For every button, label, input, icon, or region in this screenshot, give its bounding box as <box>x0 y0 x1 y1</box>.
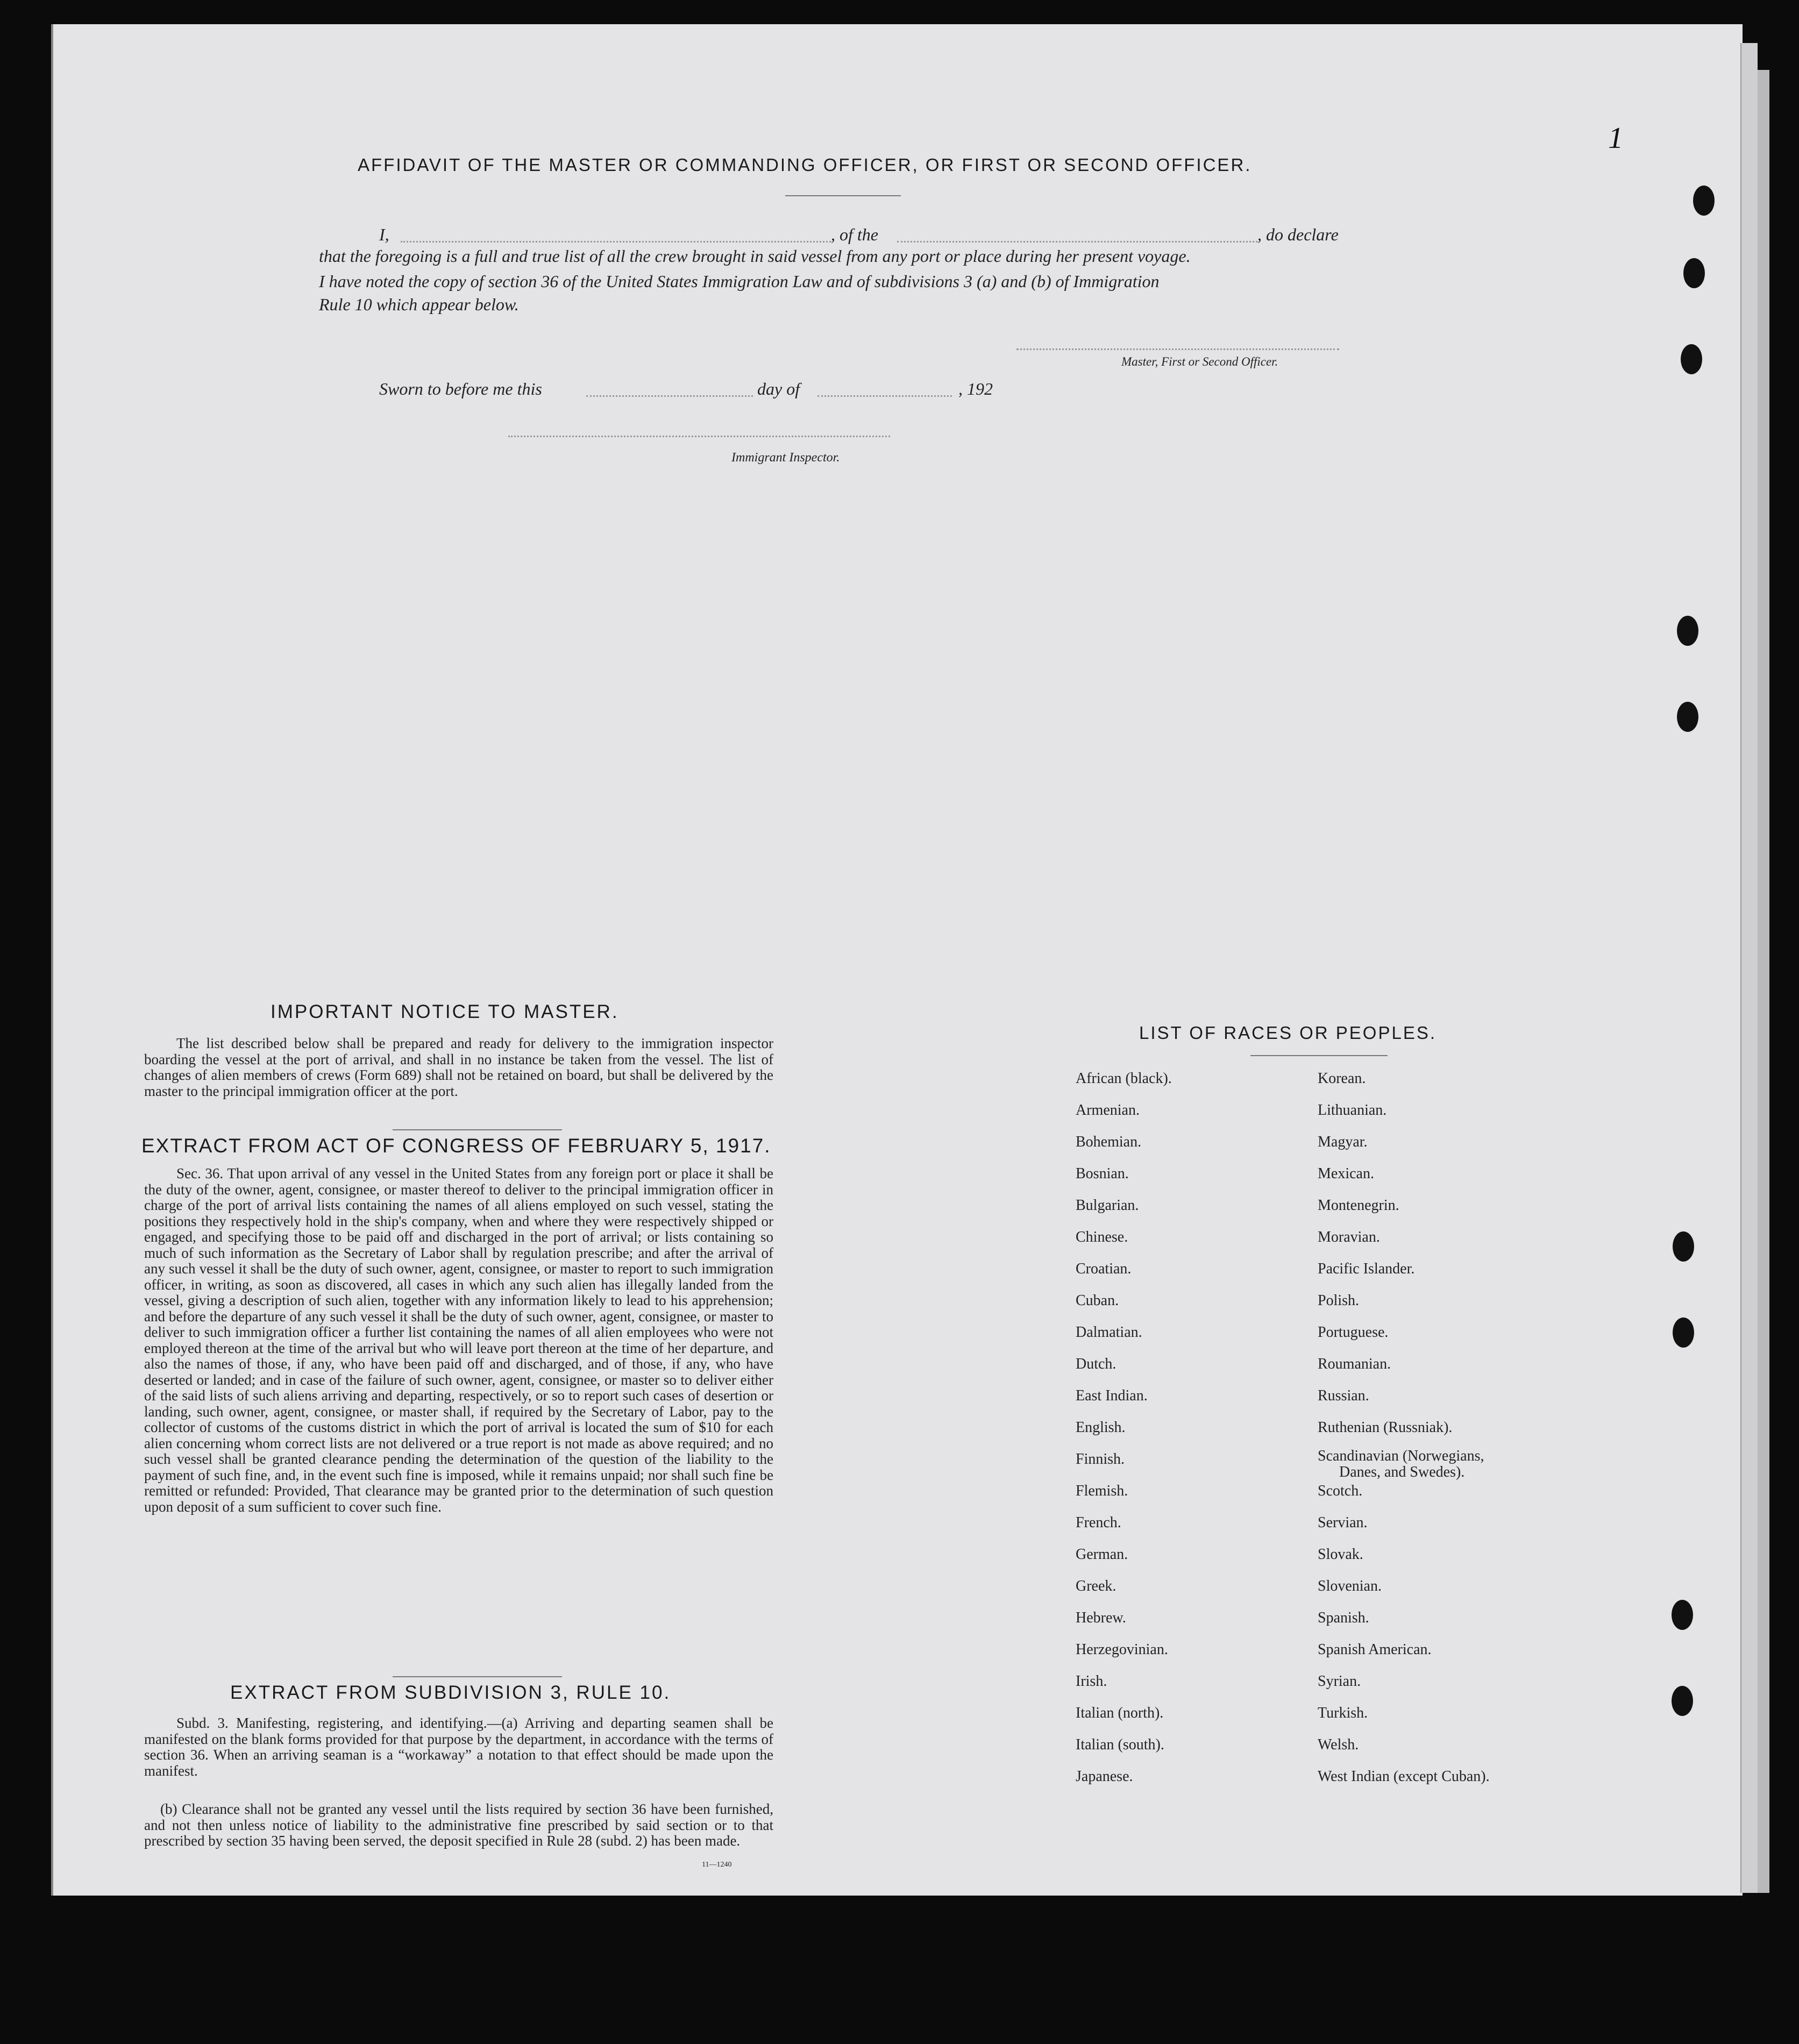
punch-hole <box>1693 186 1715 216</box>
sworn-text: Sworn to before me this <box>379 379 542 398</box>
rule-extract-title: EXTRACT FROM SUBDIVISION 3, RULE 10. <box>230 1682 671 1703</box>
act-extract-body: Sec. 36. That upon arrival of any vessel in the United States from any foreign port or place it shall be the duty of the owner, agent, consignee, or master thereof to deliver to the principal immigration officer in charge of the port of arrival lists containing the names of all aliens employed on such vessel, stating the positions they respectively hold in the ship's company, when and where they were respectively shipped or engaged, and specifying those to be paid off and discharged in the port of arrival; or lists containing so much of such information as the Secretary of Labor shall by regulation prescribe; and after the arrival of any such vessel it shall be the duty of such owner, agent, consignee, or master to report to such immigration officer, in writing, as soon as discovered, all cases in which any such alien has illegally landed from the vessel, giving a description of such alien, together with any information likely to lead to his apprehension; and before the departure of any such vessel it shall be the duty of such owner, agent, consignee, or master to deliver to such immigration officer a further list containing the names of all alien employees who were not employed thereon at the time of the arrival but who will leave port thereon at the time of her departure, and also the names of those, if any, who have been paid off and discharged, and of those, if any, who have deserted or landed; and in case of the failure of such owner, agent, consignee, or master so to deliver either of the said lists of such aliens arriving and departing, respectively, or so to report such cases of desertion or landing, such owner, agent, consignee, or master shall, if required by the Secretary of Labor, pay to the collector of customs of the customs district in which the port of arrival is located the sum of $10 for each alien concerning whom correct lists are not delivered or a true report is not made as above required; and no such vessel shall be granted clearance pending the determination of the question of the liability to the payment of such fine, and, in the event such fine is imposed, while it remains unpaid; nor shall such fine be remitted or refunded: Provided, That clearance may be granted prior to the determination of such question upon deposit of a sum sufficient to cover such fine. <box>144 1165 773 1515</box>
day-of-text: day of <box>757 379 800 398</box>
affidavit-line-rule-10: Rule 10 which appear below. <box>319 295 519 314</box>
punch-hole <box>1677 702 1698 732</box>
year-text: , 192 <box>958 379 993 398</box>
form-number: 11—1240 <box>702 1861 732 1869</box>
race-item: Irish. <box>1076 1673 1107 1690</box>
race-item: Lithuanian. <box>1318 1102 1387 1119</box>
race-item: Turkish. <box>1318 1705 1368 1721</box>
race-item: Slovenian. <box>1318 1578 1382 1594</box>
rule-extract-para-a: Subd. 3. Manifesting, registering, and identifying.—(a) Arriving and departing seamen shall be manifested on the blank forms provided for that purpose by the department, in accordance with the terms of section 36. When an arriving seaman is a “workaway” a notation to that effect should be made upon the manifest. <box>144 1715 773 1779</box>
punch-hole <box>1672 1600 1693 1630</box>
race-item: Ruthenian (Russniak). <box>1318 1419 1453 1436</box>
affidavit-line-declare: , do declare <box>1257 225 1339 244</box>
race-item: Spanish American. <box>1318 1641 1432 1658</box>
race-item: Dutch. <box>1076 1356 1117 1372</box>
page-number-mark: 1 <box>1608 122 1623 155</box>
race-item: Spanish. <box>1318 1609 1369 1626</box>
sworn-day-blank <box>586 395 753 397</box>
race-item: French. <box>1076 1514 1121 1531</box>
race-item: Portuguese. <box>1318 1324 1389 1341</box>
race-item: Bulgarian. <box>1076 1197 1139 1214</box>
name-blank <box>401 241 831 243</box>
race-item: Syrian. <box>1318 1673 1361 1690</box>
race-item: African (black). <box>1076 1070 1172 1087</box>
race-item: Danes, and Swedes). <box>1339 1464 1465 1480</box>
rule-extract-para-b: (b) Clearance shall not be granted any vessel until the lists required by section 36 have been furnished, and not then unless notice of liability to the administrative fine prescribed by said section or to that prescribed by section 35 having been served, the deposit specified in Rule 28 (subd. 2) has been made. <box>144 1801 773 1849</box>
race-item: Bosnian. <box>1076 1165 1129 1182</box>
races-title: LIST OF RACES OR PEOPLES. <box>1139 1023 1437 1043</box>
punch-hole <box>1683 258 1705 288</box>
affidavit-line-full-list: that the foregoing is a full and true list of all the crew brought in said vessel from any port or place during her present voyage. <box>319 246 1191 266</box>
race-item: West Indian (except Cuban). <box>1318 1768 1490 1785</box>
punch-hole <box>1673 1317 1694 1348</box>
notice-title: IMPORTANT NOTICE TO MASTER. <box>271 1001 619 1022</box>
affidavit-title: AFFIDAVIT OF THE MASTER OR COMMANDING OFFICER, OR FIRST OR SECOND OFFICER. <box>358 155 1252 175</box>
race-item: East Indian. <box>1076 1387 1148 1404</box>
race-item: Scotch. <box>1318 1483 1363 1499</box>
race-item: Russian. <box>1318 1387 1369 1404</box>
punch-hole <box>1673 1231 1694 1262</box>
race-item: Polish. <box>1318 1292 1360 1309</box>
race-item: Chinese. <box>1076 1229 1128 1245</box>
races-rule <box>1250 1055 1388 1056</box>
race-item: Slovak. <box>1318 1546 1363 1563</box>
document-sheet <box>51 24 1743 1896</box>
punch-hole <box>1677 616 1698 646</box>
inspector-label: Immigrant Inspector. <box>731 451 840 465</box>
affidavit-line-of-the: , of the <box>831 225 878 244</box>
race-item: Scandinavian (Norwegians, <box>1318 1448 1484 1464</box>
notice-rule <box>393 1129 562 1130</box>
race-item: Welsh. <box>1318 1736 1359 1753</box>
race-item: Roumanian. <box>1318 1356 1391 1372</box>
page-edge <box>1740 43 1758 1893</box>
sworn-month-blank <box>817 395 952 397</box>
race-item: Servian. <box>1318 1514 1368 1531</box>
race-item: Japanese. <box>1076 1768 1133 1785</box>
punch-hole <box>1672 1686 1693 1716</box>
inspector-signature-blank <box>508 436 890 437</box>
act-extract-title: EXTRACT FROM ACT OF CONGRESS OF FEBRUARY 5, 1917. <box>141 1135 771 1157</box>
race-item: Finnish. <box>1076 1451 1125 1468</box>
race-item: Armenian. <box>1076 1102 1140 1119</box>
race-item: Montenegrin. <box>1318 1197 1399 1214</box>
vessel-blank <box>897 241 1257 243</box>
race-item: Magyar. <box>1318 1134 1368 1150</box>
race-item: Hebrew. <box>1076 1609 1126 1626</box>
race-item: Dalmatian. <box>1076 1324 1142 1341</box>
signature-label: Master, First or Second Officer. <box>1121 355 1278 368</box>
affidavit-line-section-36: I have noted the copy of section 36 of the United States Immigration Law and of subdivisions 3 (a) and (b) of Immigration <box>319 272 1160 291</box>
race-item: Italian (north). <box>1076 1705 1164 1721</box>
notice-body: The list described below shall be prepared and ready for delivery to the immigration inspector boarding the vessel at the port of arrival, and shall in no instance be taken from the vessel. The list of changes of alien members of crews (Form 689) shall not be retained on board, but shall be delivered by the master to the principal immigration officer at the port. <box>144 1035 773 1099</box>
race-item: English. <box>1076 1419 1126 1436</box>
race-item: Croatian. <box>1076 1260 1132 1277</box>
affidavit-line-i: I, <box>379 225 389 244</box>
race-item: Mexican. <box>1318 1165 1374 1182</box>
race-item: Italian (south). <box>1076 1736 1164 1753</box>
race-item: Bohemian. <box>1076 1134 1142 1150</box>
race-item: Moravian. <box>1318 1229 1380 1245</box>
title-rule <box>785 195 901 196</box>
race-item: Cuban. <box>1076 1292 1119 1309</box>
race-item: Herzegovinian. <box>1076 1641 1168 1658</box>
punch-hole <box>1681 344 1702 374</box>
race-item: Pacific Islander. <box>1318 1260 1415 1277</box>
race-item: German. <box>1076 1546 1128 1563</box>
act-rule <box>393 1676 562 1677</box>
race-item: Flemish. <box>1076 1483 1128 1499</box>
page-edge-back <box>1758 70 1769 1893</box>
race-item: Greek. <box>1076 1578 1117 1594</box>
signature-blank <box>1016 348 1339 350</box>
race-item: Korean. <box>1318 1070 1366 1087</box>
